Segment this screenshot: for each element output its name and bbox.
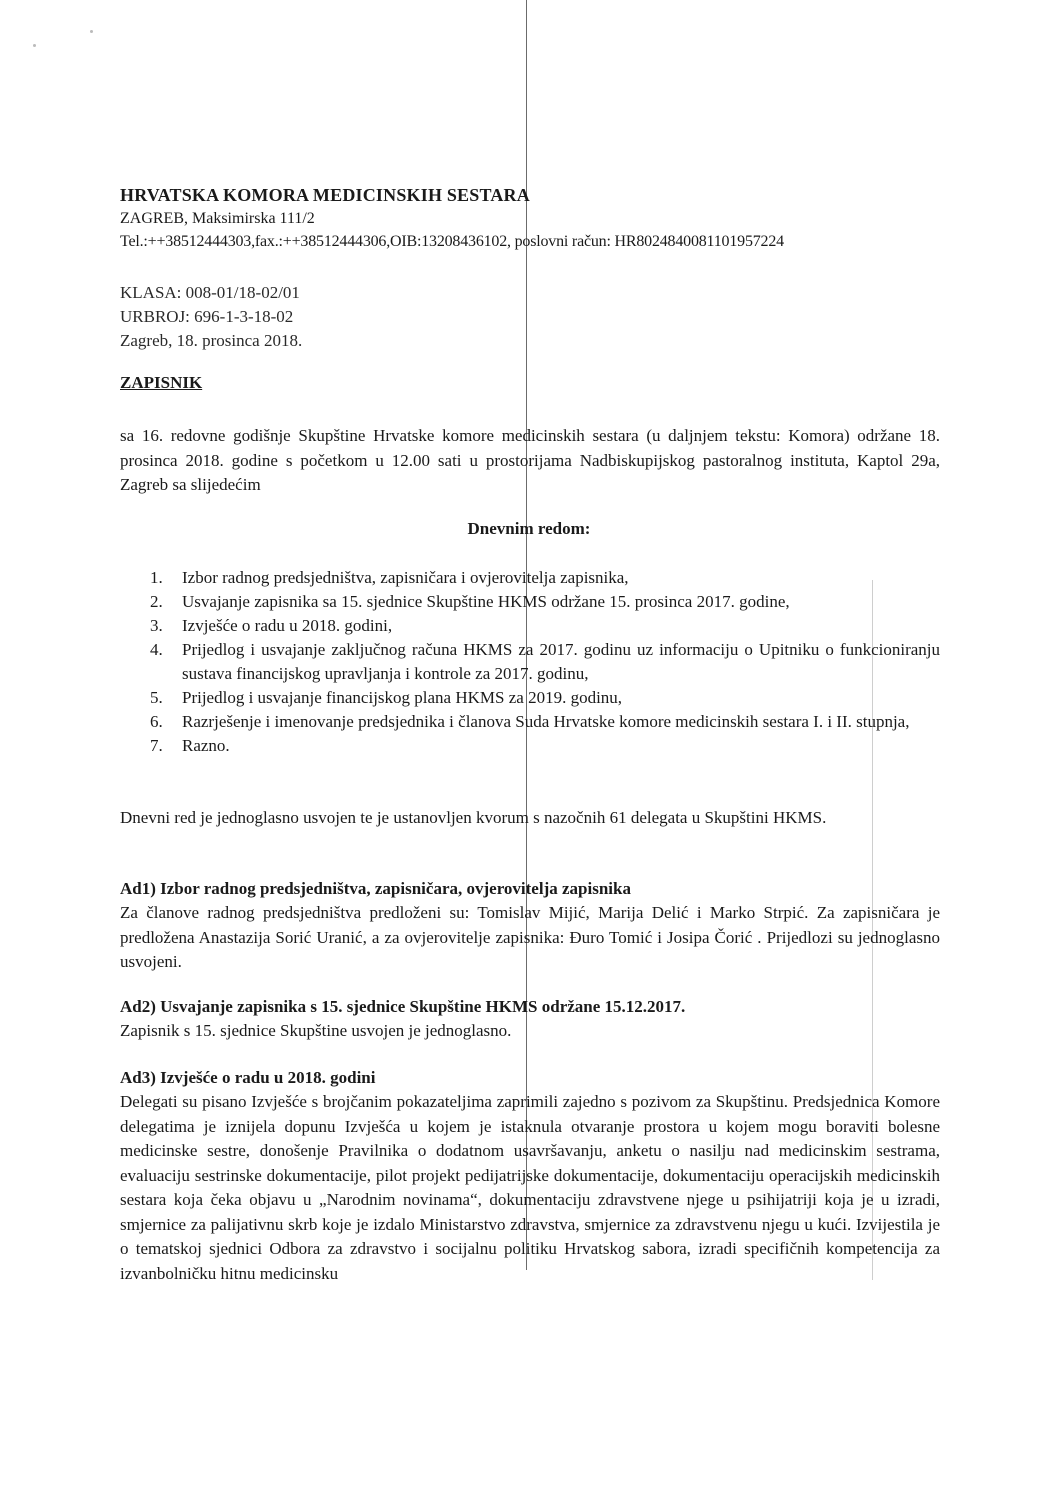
place-date: Zagreb, 18. prosinca 2018. — [120, 331, 303, 350]
organization-address: ZAGREB, Maksimirska 111/2 — [120, 210, 315, 227]
agenda-item-number: 3. — [150, 616, 163, 635]
section-body: Za članove radnog predsjedništva predloženi su: Tomislav Mijić, Marija Delić i Marko Strpić. Za zapisničara je predložena Anastazija Sorić Uranić, a za ovjerovitelje zapisnika: Đuro Tomić i Josipa Čorić . Prijedlozi su jednoglasno usvojeni. — [120, 903, 940, 971]
agenda-item-text: Prijedlog i usvajanje financijskog plana HKMS za 2019. godinu, — [182, 688, 623, 707]
agenda-item-number: 5. — [150, 688, 163, 707]
section-heading: Ad3) Izvješće o radu u 2018. godini — [120, 1068, 376, 1087]
urbroj: URBROJ: 696-1-3-18-02 — [120, 307, 294, 326]
agenda-item-text: Prijedlog i usvajanje zaključnog računa HKMS za 2017. godinu uz informaciju o Upitniku o funkcioniranju sustava financijskog upravljanja i kontrole za 2017. godinu, — [182, 640, 940, 683]
agenda-item-text: Izvješće o radu u 2018. godini, — [182, 616, 393, 635]
agenda-item-text: Usvajanje zapisnika sa 15. sjednice Skupštine HKMS održane 15. prosinca 2017. godine, — [182, 592, 790, 611]
agenda-item — [150, 734, 940, 758]
agenda-item-number: 1. — [150, 568, 163, 587]
section-body: Delegati su pisano Izvješće s brojčanim pokazateljima zaprimili zajedno s pozivom za Skupštinu. Predsjednica Komore delegatima je iznijela dopunu Izvješća u kojem je istaknula otvaranje prostora u kojem mogu boraviti bolesne medicinske sestre, donošenje Pravilnika o dodatnom usavršavanju, anketu o nasilju nad medicinskim sestrama, evaluaciju sestrinske dokumentacije, pilot projekt pedijatrijske dokumentacije, dokumentaciju operacijskih medicinskih sestara koja čeka objavu u „Narodnim novinama“, dokumentaciju zdravstvene njege u psihijatriji koja je u izradi, smjernice za palijativnu skrb koje je izdalo Ministarstvo zdravstva, smjernice za zdravstvenu njegu u kući. Izvijestila je o tematskoj sjednici Odbora za zdravstvo i socijalnu politiku Hrvatskog sabora, izradi specifičnih kompetencija za izvanbolničku hitnu medicinsku — [120, 1092, 940, 1283]
agenda-adopted-text: Dnevni red je jednoglasno usvojen te je ustanovljen kvorum s nazočnih 61 delegata u Skupštini HKMS. — [120, 808, 827, 827]
agenda-item-number: 2. — [150, 592, 163, 611]
agenda-item-text: Izbor radnog predsjedništva, zapisničara i ovjerovitelja zapisnika, — [182, 568, 629, 587]
agenda-item-number: 4. — [150, 640, 163, 659]
agenda-item — [150, 686, 940, 710]
section-body: Zapisnik s 15. sjednice Skupštine usvojen je jednoglasno. — [120, 1021, 512, 1040]
agenda-adopted-paragraph — [120, 806, 940, 831]
agenda-item-number: 7. — [150, 736, 163, 755]
agenda-item — [150, 590, 940, 614]
intro-text: sa 16. redovne godišnje Skupštine Hrvatske komore medicinskih sestara (u daljnjem tekstu: Komora) održane 18. prosinca 2018. godine s početkom u 12.00 sati u prostorijama Nadbiskupijskog pastoralnog instituta, Kaptol 29a, Zagreb sa slijedećim — [120, 426, 940, 494]
agenda-item — [150, 638, 940, 686]
section-heading: Ad2) Usvajanje zapisnika s 15. sjednice Skupštine HKMS održane 15.12.2017. — [120, 997, 686, 1016]
klasa: KLASA: 008-01/18-02/01 — [120, 283, 300, 302]
section-heading: Ad1) Izbor radnog predsjedništva, zapisničara, ovjerovitelja zapisnika — [120, 879, 631, 898]
agenda-item — [150, 710, 940, 734]
document-title: ZAPISNIK — [120, 373, 203, 392]
agenda-item-text: Razno. — [182, 736, 230, 755]
section-ad3 — [120, 1066, 940, 1286]
document-meta — [120, 281, 940, 353]
agenda-item-text: Razrješenje i imenovanje predsjednika i članova Suda Hrvatske komore medicinskih sestara I. i II. stupnja, — [182, 712, 910, 731]
agenda-heading: Dnevnim redom: — [467, 519, 591, 538]
organization-name: HRVATSKA KOMORA MEDICINSKIH SESTARA — [120, 185, 530, 205]
section-ad2 — [120, 995, 940, 1044]
section-ad1 — [120, 877, 940, 975]
agenda-item — [150, 614, 940, 638]
scan-speck — [33, 44, 36, 47]
agenda-item — [150, 566, 940, 590]
organization-contact: Tel.:++38512444303,fax.:++38512444306,OIB:13208436102, poslovni račun: HR8024840081101957224 — [120, 233, 784, 250]
agenda-item-number: 6. — [150, 712, 163, 731]
agenda-list — [150, 566, 940, 758]
intro-paragraph — [120, 424, 940, 498]
scan-speck — [90, 30, 93, 33]
